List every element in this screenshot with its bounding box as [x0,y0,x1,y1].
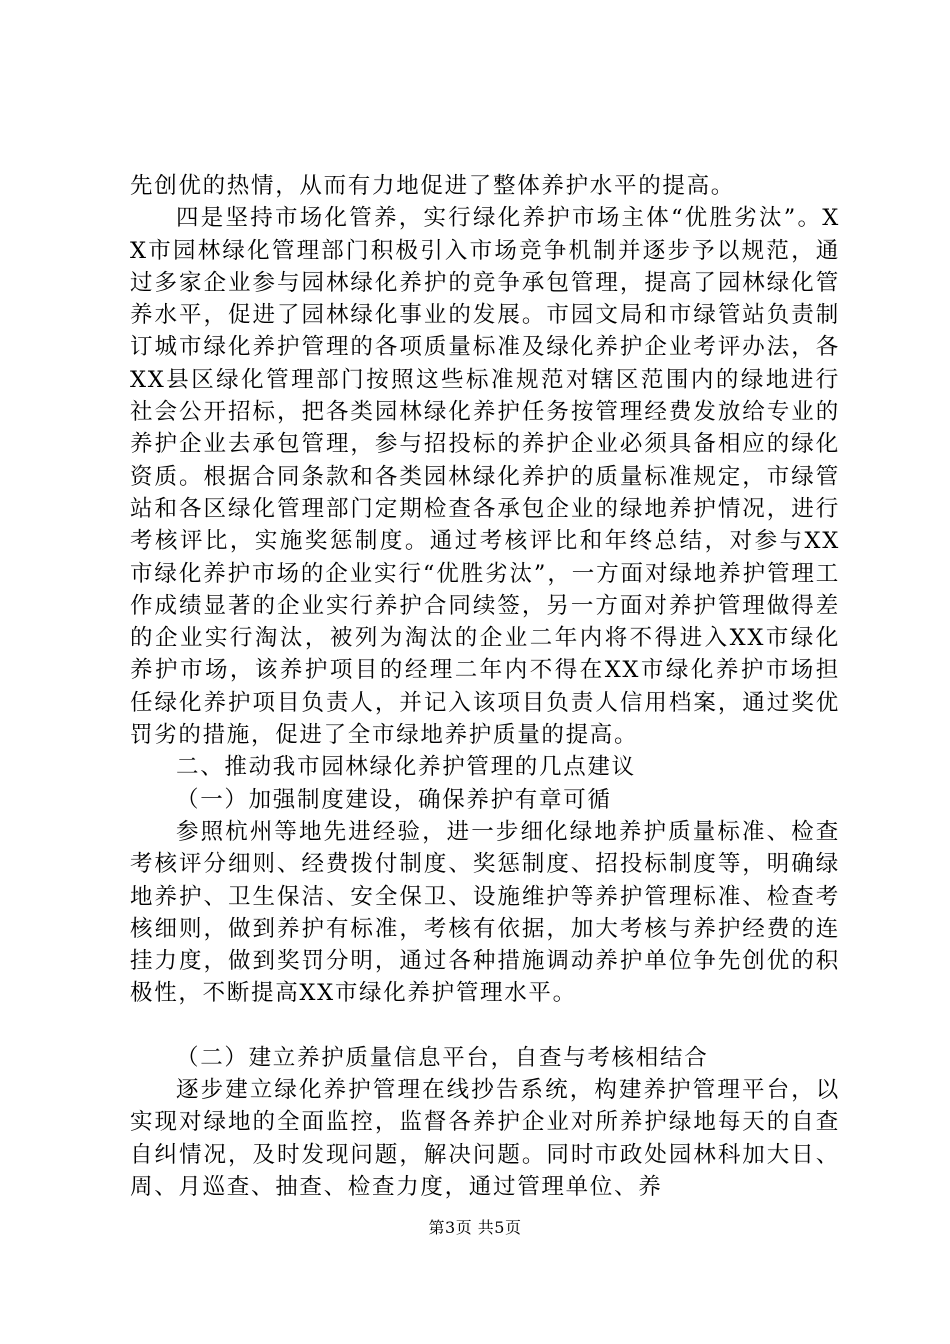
paragraph-gap [130,1010,840,1042]
document-body [130,170,840,1203]
section-heading-suggestions: 二、推动我市园林绿化养护管理的几点建议 [176,754,636,781]
paragraph-system-building: 参照杭州等地先进经验，进一步细化绿地养护质量标准、检查考核评分细则、经费拨付制度、奖惩制度、招投标制度等，明确绿地养护、卫生保洁、安全保卫、设施维护等养护管理标准、检查考核细则，做到养护有标准，考核有依据，加大考核与养护经费的连挂力度，做到奖罚分明，通过各种措施调动养护单位争先创优的积极性，不断提高XX市绿化养护管理水平。 [130,818,840,1007]
paragraph-continuation: 先创优的热情，从而有力地促进了整体养护水平的提高。 [130,173,736,199]
subsection-heading-system-building: （一）加强制度建设，确保养护有章可循 [176,786,612,813]
paragraph-market-management: 四是坚持市场化管养，实行绿化养护市场主体“优胜劣汰”。XX市园林绿化管理部门积极引入市场竞争机制并逐步予以规范，通过多家企业参与园林绿化养护的竞争承包管理，提高了园林绿化管养水平，促进了园林绿化事业的发展。市园文局和市绿管站负责制订城市绿化养护管理的各项质量标准及绿化养护企业考评办法，各XX县区绿化管理部门按照这些标准规范对辖区范围内的绿地进行社会公开招标，把各类园林绿化养护任务按管理经费发放给专业的养护企业去承包管理，参与招投标的养护企业必须具备相应的绿化资质。根据合同条款和各类园林绿化养护的质量标准规定，市绿管站和各区绿化管理部门定期检查各承包企业的绿地养护情况，进行考核评比，实施奖惩制度。通过考核评比和年终总结，对参与XX市绿化养护市场的企业实行“优胜劣汰”，一方面对绿地养护管理工作成绩显著的企业实行养护合同续签，另一方面对养护管理做得差的企业实行淘汰，被列为淘汰的企业二年内将不得进入XX市绿化养护市场，该养护项目的经理二年内不得在XX市绿化养护市场担任绿化养护项目负责人，并记入该项目负责人信用档案，通过奖优罚劣的措施，促进了全市绿地养护质量的提高。 [130,205,840,749]
page-footer: 第3页 共5页 [428,1218,522,1237]
subsection-heading-info-platform: （二）建立养护质量信息平台，自查与考核相结合 [176,1044,709,1071]
paragraph-info-platform: 逐步建立绿化养护管理在线抄告系统，构建养护管理平台，以实现对绿地的全面监控，监督各养护企业对所养护绿地每天的自查自纠情况，及时发现问题，解决问题。同时市政处园林科加大日、周、月巡查、抽查、检查力度，通过管理单位、养 [130,1077,840,1200]
